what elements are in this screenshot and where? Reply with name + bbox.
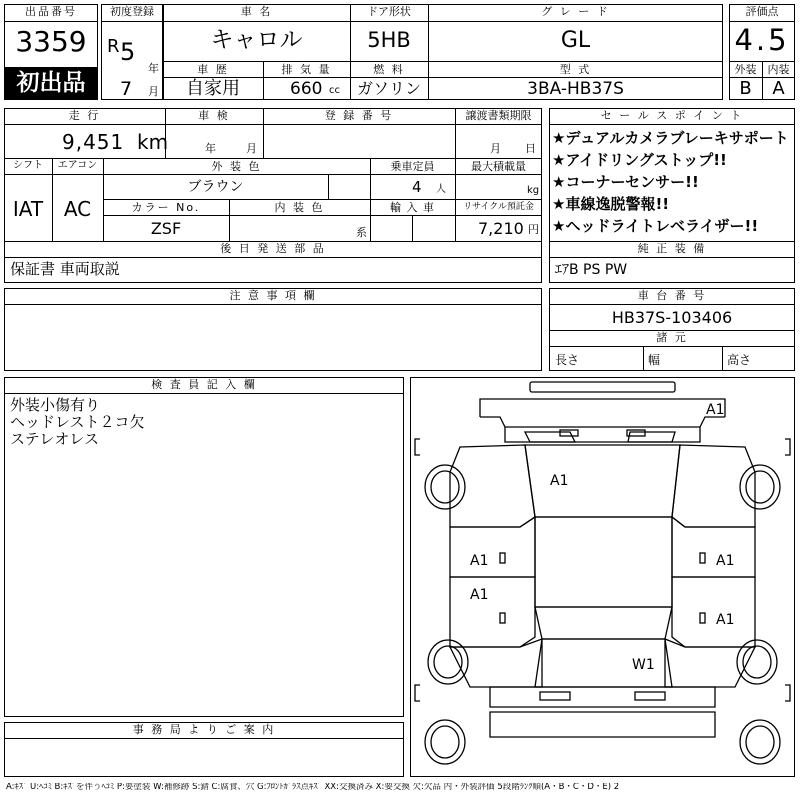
era-letter: R	[107, 36, 120, 57]
notes-label: 注 意 事 項 欄	[229, 289, 317, 302]
damage-mark: A1	[550, 473, 569, 489]
displacement: 660	[290, 79, 323, 99]
dimensions-label: 諸 元	[656, 331, 688, 344]
year-unit: 年	[148, 62, 159, 75]
office-label: 事 務 局 よ り ご 案 内	[132, 723, 276, 736]
width-label: 幅	[648, 353, 661, 367]
car-damage-diagram	[410, 377, 795, 777]
capacity: 4	[412, 178, 422, 196]
damage-mark: A1	[470, 553, 489, 569]
inspector-note: ステレオレス	[10, 430, 99, 448]
interior-label: 内装	[767, 63, 790, 76]
interior-grade: A	[772, 78, 785, 99]
transfer-day-unit: 日	[525, 142, 536, 155]
sales-points-label: セ ー ル ス ポ イ ン ト	[600, 109, 744, 122]
month-unit: 月	[148, 85, 159, 98]
chassis-number: HB37S-103406	[611, 308, 733, 327]
mileage-label: 走 行	[68, 109, 101, 122]
exterior-label: 外装	[734, 63, 757, 76]
damage-mark: A1	[706, 402, 725, 418]
model-label: 型 式	[559, 63, 592, 76]
first-listing-badge: 初出品	[5, 67, 97, 99]
mileage: 9,451	[62, 130, 125, 154]
first-registration-label: 初度登録	[110, 5, 154, 18]
inspector-label: 検 査 員 記 入 欄	[151, 378, 257, 391]
recycle-fee: 7,210	[478, 219, 524, 238]
score-label: 評価点	[745, 5, 779, 18]
color-number: ZSF	[150, 219, 182, 238]
exterior-color-label: 外 装 色	[211, 160, 262, 173]
shift-label: シフト	[13, 160, 43, 171]
later-parts-label: 後 日 発 送 部 品	[220, 242, 326, 255]
door-type-label: ドア形状	[367, 5, 411, 18]
capacity-label: 乗車定員	[390, 160, 435, 173]
inspection-year-unit: 年	[205, 142, 216, 155]
exterior-grade: B	[739, 78, 752, 99]
lot-number-label: 出品番号	[25, 5, 77, 18]
grade: GL	[560, 28, 591, 53]
grade-label: グ レ ー ド	[541, 5, 610, 18]
car-name-label: 車 名	[240, 5, 273, 18]
sales-point: ★デュアルカメラブレーキサポート	[552, 129, 789, 147]
max-load-unit: kg	[527, 185, 540, 196]
history-label: 車 歴	[197, 63, 229, 76]
door-type: 5HB	[367, 28, 411, 52]
ac-label: エアコン	[57, 160, 98, 171]
interior-color-unit: 系	[356, 226, 367, 239]
chassis-label: 車 台 番 号	[637, 289, 707, 302]
history: 自家用	[186, 78, 240, 99]
model-code: 3BA-HB37S	[527, 79, 624, 99]
displacement-label: 排 気 量	[281, 63, 332, 76]
registration-label: 登 録 番 号	[324, 109, 394, 122]
import-label: 輸 入 車	[390, 201, 435, 214]
shift: IAT	[12, 197, 44, 221]
year-value: 5	[120, 38, 136, 66]
damage-mark: A1	[716, 553, 735, 569]
recycle-fee-unit: 円	[528, 223, 539, 236]
car-name: キャロル	[210, 27, 303, 53]
color-number-label: カラー No.	[131, 201, 201, 214]
interior-color-label: 内 装 色	[274, 201, 325, 214]
later-parts: 保証書 車両取説	[10, 260, 120, 278]
damage-mark: A1	[470, 587, 489, 603]
capacity-unit: 人	[436, 184, 446, 195]
sales-point: ★コーナーセンサー!!	[552, 173, 699, 191]
inspector-note: 外装小傷有り	[10, 396, 101, 414]
lot-number: 3359	[15, 25, 87, 58]
displacement-unit: cc	[329, 85, 340, 96]
max-load-label: 最大積載量	[471, 160, 526, 173]
transfer-month-unit: 月	[490, 142, 501, 155]
score: 4.5	[734, 23, 790, 57]
mileage-unit: km	[137, 130, 169, 154]
inspector-note: ヘッドレスト２コ欠	[10, 413, 145, 431]
fuel-label: 燃 料	[373, 63, 405, 76]
damage-mark: W1	[632, 657, 655, 673]
sales-point: ★ヘッドライトレベライザー!!	[552, 217, 759, 235]
equipment: ｴｱB PS PW	[555, 262, 628, 278]
length-label: 長さ	[555, 353, 580, 367]
equipment-label: 純 正 装 備	[637, 242, 707, 255]
height-label: 高さ	[727, 353, 752, 367]
recycle-label: リサイクル預託金	[463, 202, 534, 212]
legend: A:ｷｽﾞ U:ﾍｺﾐ B:ｷｽﾞを伴うﾍｺﾐ P:要塗装 W:補修跡 S:錆 C:腐食、穴 G:ﾌﾛﾝﾄｶﾞﾗｽ点ｷｽﾞ XX:交換済み X:要交換 欠:欠品 内・外装評価 5段階ﾗﾝｸ順(A・B・C・D・E) 2	[6, 783, 620, 792]
fuel: ガソリン	[356, 79, 421, 98]
sales-point: ★アイドリングストップ!!	[552, 151, 727, 169]
transfer-deadline-label: 譲渡書類期限	[465, 109, 532, 122]
month-value: 7	[120, 78, 133, 100]
inspection-label: 車 検	[198, 109, 230, 122]
inspection-month-unit: 月	[246, 142, 257, 155]
exterior-color: ブラウン	[187, 179, 244, 195]
ac: AC	[63, 197, 92, 221]
damage-mark: A1	[716, 612, 735, 628]
sales-point: ★車線逸脱警報!!	[552, 195, 670, 213]
